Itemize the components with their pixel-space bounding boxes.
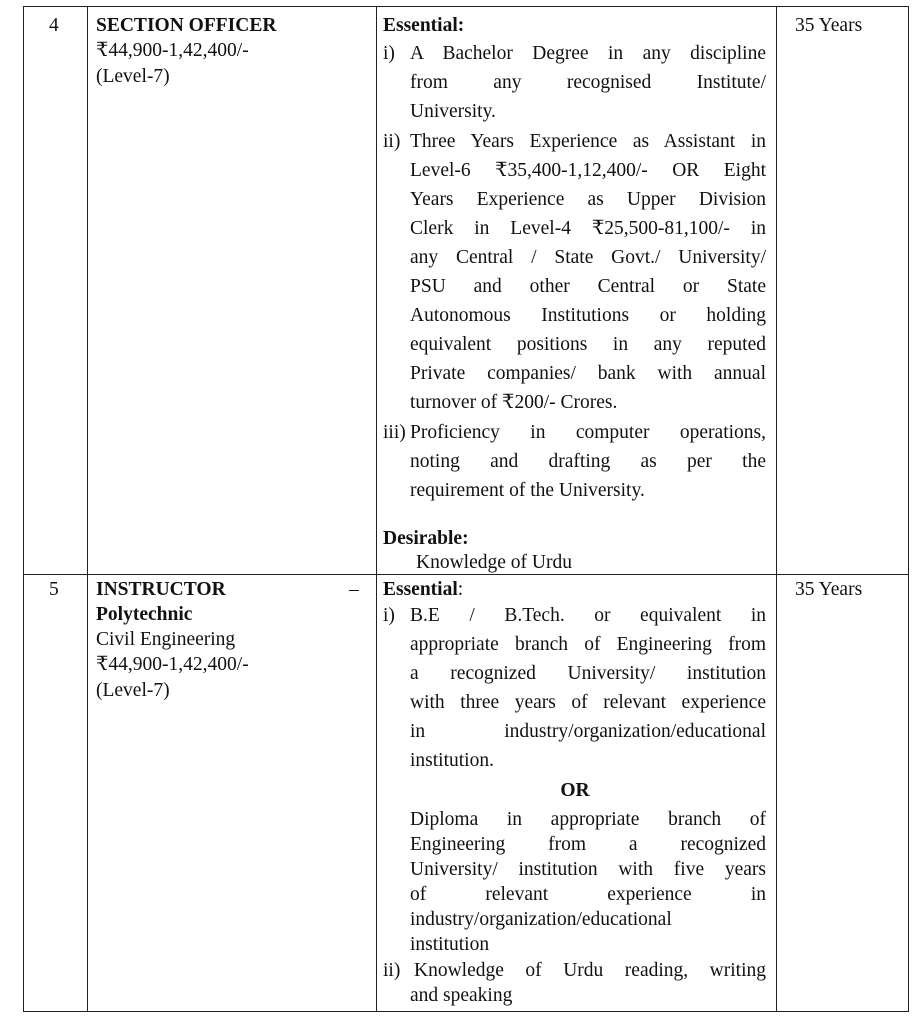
- qualification-line: Level-6 ₹35,400-1,12,400/- OR Eight: [410, 160, 766, 181]
- or-separator: OR: [560, 780, 590, 801]
- post-name-line2: Polytechnic: [96, 604, 193, 625]
- qualification-line: requirement of the University.: [410, 480, 645, 501]
- qualification-line: A Bachelor Degree in any discipline: [410, 43, 766, 64]
- qualification-line: PSU and other Central or State: [410, 276, 766, 297]
- qualification-marker: i): [383, 605, 395, 626]
- qualification-line: B.E / B.Tech. or equivalent in: [410, 605, 766, 626]
- qualification-line: noting and drafting as per the: [410, 451, 766, 472]
- table-border-right: [908, 6, 909, 1012]
- column-divider-post: [87, 6, 88, 1012]
- qualification-line: University/ institution with five years: [410, 859, 766, 880]
- qualification-line: appropriate branch of Engineering from: [410, 634, 766, 655]
- table-border-bottom: [23, 1011, 909, 1012]
- age-limit: 35 Years: [795, 579, 863, 600]
- qualification-line: Autonomous Institutions or holding: [410, 305, 766, 326]
- essential-heading: Essential:: [383, 15, 465, 36]
- qualification-line: with three years of relevant experience: [410, 692, 766, 713]
- qualification-line: institution.: [410, 750, 494, 771]
- post-name: SECTION OFFICER: [96, 15, 277, 36]
- essential-colon: :: [457, 579, 464, 600]
- qualification-line: from any recognised Institute/: [410, 72, 766, 93]
- post-name: INSTRUCTOR: [96, 579, 226, 600]
- qualification-line: institution: [410, 934, 490, 955]
- qualification-line: industry/organization/educational: [410, 909, 672, 930]
- qualification-line: University.: [410, 101, 496, 122]
- essential-heading-text: Essential: [383, 579, 458, 600]
- table-border-top: [23, 6, 909, 7]
- table-border-left: [23, 6, 24, 1012]
- desirable-heading: Desirable:: [383, 528, 469, 549]
- qualification-marker: ii): [383, 960, 401, 981]
- pay-level: (Level-7): [96, 66, 170, 87]
- qualification-line: Diploma in appropriate branch of: [410, 809, 766, 830]
- serial-number: 4: [49, 15, 59, 36]
- department: Civil Engineering: [96, 629, 236, 650]
- qualification-line: and speaking: [410, 985, 513, 1006]
- qualification-line: Knowledge of Urdu reading, writing: [414, 960, 766, 981]
- qualification-line: Proficiency in computer operations,: [410, 422, 766, 443]
- qualification-line: Engineering from a recognized: [410, 834, 766, 855]
- qualification-line: any Central / State Govt./ University/: [410, 247, 766, 268]
- qualification-line: equivalent positions in any reputed: [410, 334, 766, 355]
- qualification-line: Three Years Experience as Assistant in: [410, 131, 766, 152]
- desirable-text: Knowledge of Urdu: [416, 552, 572, 573]
- pay-scale: ₹44,900-1,42,400/-: [96, 40, 249, 61]
- qualification-line: Years Experience as Upper Division: [410, 189, 766, 210]
- column-divider-qualification: [376, 6, 377, 1012]
- qualification-marker: iii): [383, 422, 406, 443]
- post-dash: –: [349, 579, 359, 600]
- pay-scale: ₹44,900-1,42,400/-: [96, 654, 249, 675]
- row-divider: [23, 574, 909, 575]
- qualification-line: in industry/organization/educational: [410, 721, 766, 742]
- qualification-line: a recognized University/ institution: [410, 663, 766, 684]
- column-divider-age: [776, 6, 777, 1012]
- qualification-line: Clerk in Level-4 ₹25,500-81,100/- in: [410, 218, 766, 239]
- age-limit: 35 Years: [795, 15, 863, 36]
- qualification-line: of relevant experience in: [410, 884, 766, 905]
- qualification-line: Private companies/ bank with annual: [410, 363, 766, 384]
- serial-number: 5: [49, 579, 59, 600]
- qualification-marker: i): [383, 43, 395, 64]
- qualification-marker: ii): [383, 131, 401, 152]
- pay-level: (Level-7): [96, 680, 170, 701]
- qualification-line: turnover of ₹200/- Crores.: [410, 392, 618, 413]
- essential-heading: [383, 579, 463, 601]
